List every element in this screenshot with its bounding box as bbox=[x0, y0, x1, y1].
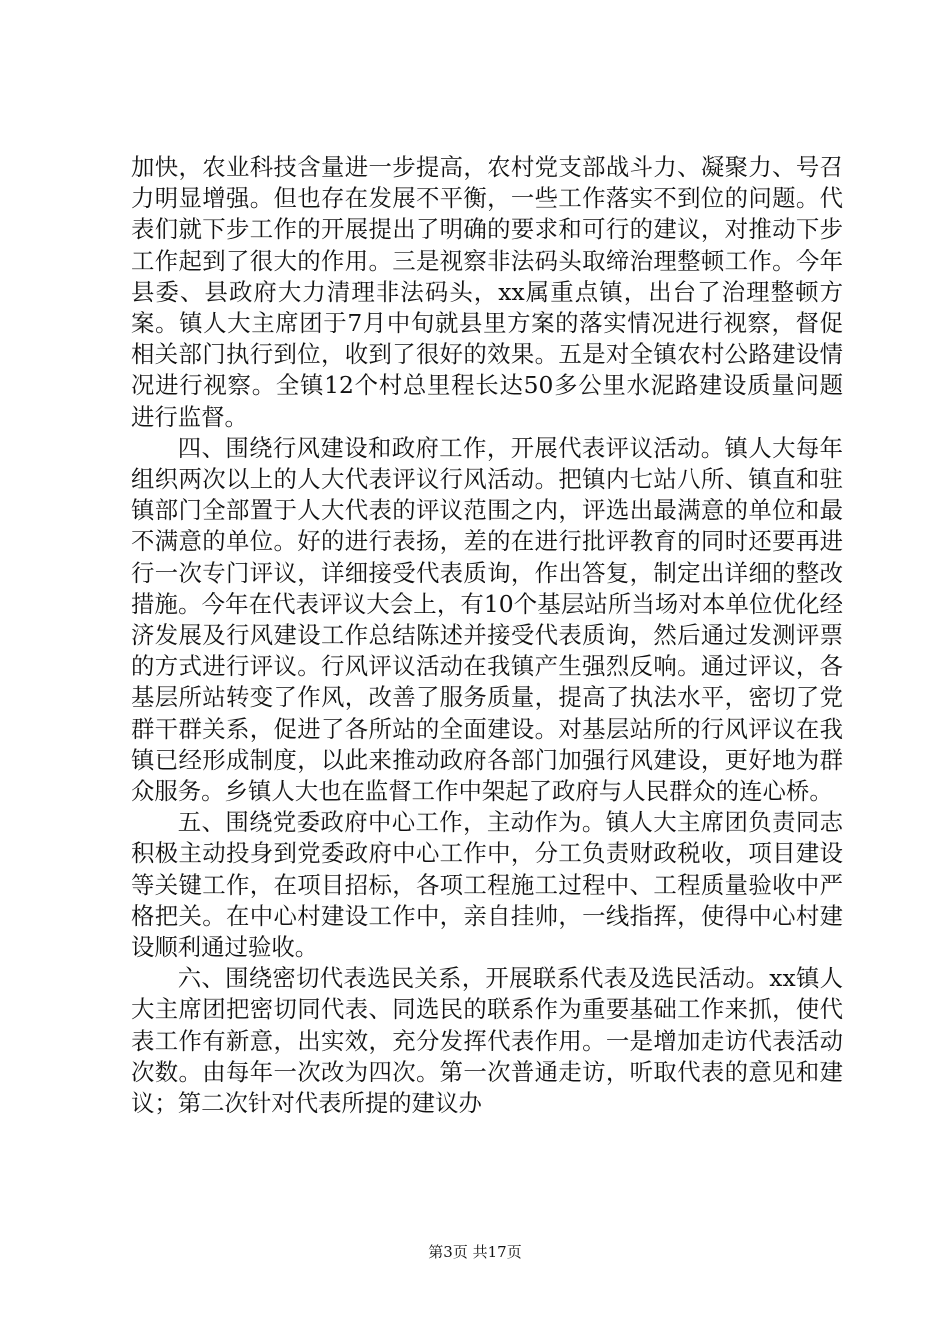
paragraph-section-four: 四、围绕行风建设和政府工作，开展代表评议活动。镇人大每年组织两次以上的人大代表评议行风活动。把镇内七站八所、镇直和驻镇部门全部置于人大代表的评议范围之内，评选出最满意的单位和最不满意的单位。好的进行表扬，差的在进行批评教育的同时还要再进行一次专门评议，详细接受代表质询，作出答复，制定出详细的整改措施。今年在代表评议大会上，有10个基层站所当场对本单位优化经济发展及行风建设工作总结陈述并接受代表质询，然后通过发测评票的方式进行评议。行风评议活动在我镇产生强烈反响。通过评议，各基层所站转变了作风，改善了服务质量，提高了执法水平，密切了党群干群关系，促进了各所站的全面建设。对基层站所的行风评议在我镇已经形成制度，以此来推动政府各部门加强行风建设，更好地为群众服务。乡镇人大也在监督工作中架起了政府与人民群众的连心桥。 bbox=[131, 433, 843, 806]
paragraph-section-six: 六、围绕密切代表选民关系，开展联系代表及选民活动。xx镇人大主席团把密切同代表、同选民的联系作为重要基础工作来抓，使代表工作有新意，出实效，充分发挥代表作用。一是增加走访代表活动次数。由每年一次改为四次。第一次普通走访，听取代表的意见和建议；第二次针对代表所提的建议办 bbox=[131, 964, 843, 1118]
paragraph-section-five: 五、围绕党委政府中心工作，主动作为。镇人大主席团负责同志积极主动投身到党委政府中心工作中，分工负责财政税收，项目建设等关键工作，在项目招标，各项工程施工过程中、工程质量验收中严格把关。在中心村建设工作中，亲自挂帅，一线指挥，使得中心村建设顺利通过验收。 bbox=[131, 808, 843, 962]
page-number-footer: 第3页 共17页 bbox=[428, 1243, 522, 1261]
document-body bbox=[131, 152, 843, 1119]
paragraph-continuation: 加快，农业科技含量进一步提高，农村党支部战斗力、凝聚力、号召力明显增强。但也存在发展不平衡，一些工作落实不到位的问题。代表们就下步工作的开展提出了明确的要求和可行的建议，对推动下步工作起到了很大的作用。三是视察非法码头取缔治理整顿工作。今年县委、县政府大力清理非法码头，xx属重点镇，出台了治理整顿方案。镇人大主席团于7月中旬就县里方案的落实情况进行视察，督促相关部门执行到位，收到了很好的效果。五是对全镇农村公路建设情况进行视察。全镇12个村总里程长达50多公里水泥路建设质量问题进行监督。 bbox=[131, 153, 843, 431]
